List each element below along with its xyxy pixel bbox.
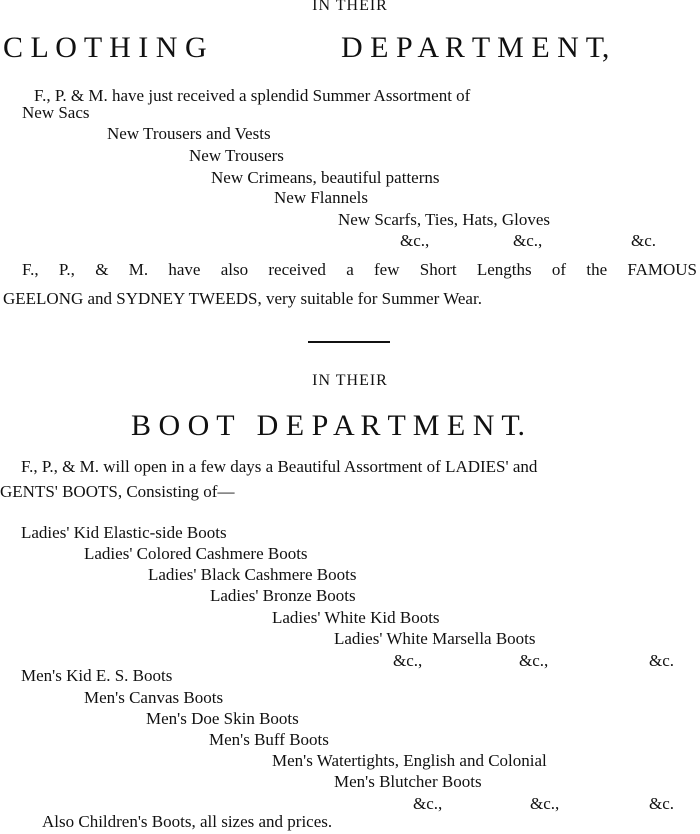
boot-intro-line-2: GENTS' BOOTS, Consisting of—: [0, 482, 235, 501]
mens-etc: &c.: [649, 794, 675, 813]
clothing-item: New Sacs: [22, 103, 90, 122]
clothing-heading-word-1: C L O T H I N G: [3, 31, 207, 64]
word: Short: [419, 260, 457, 279]
mens-boot-item: Men's Buff Boots: [209, 730, 329, 749]
word: Lengths: [476, 260, 532, 279]
mens-etc: &c.,: [413, 794, 443, 813]
ladies-boot-item: Ladies' Colored Cashmere Boots: [84, 544, 308, 563]
word: the: [586, 260, 608, 279]
clothing-item: New Scarfs, Ties, Hats, Gloves: [338, 210, 551, 229]
ladies-boot-item: Ladies' White Marsella Boots: [334, 629, 536, 648]
boot-pre-heading: IN THEIR: [312, 372, 388, 389]
ladies-boot-item: Ladies' Kid Elastic-side Boots: [21, 523, 227, 542]
ladies-boot-item: Ladies' Bronze Boots: [210, 586, 356, 605]
clothing-heading-word-2: D E P A R T M E N T,: [341, 31, 610, 64]
closing-line: Also Children's Boots, all sizes and prices.: [42, 812, 333, 831]
word: a: [346, 260, 354, 279]
word: few: [374, 260, 400, 279]
boot-intro-line-1: F., P., & M. will open in a few days a Beautiful Assortment of LADIES' and: [21, 457, 538, 476]
clothing-etc: &c.,: [513, 231, 543, 250]
clothing-intro: F., P. & M. have just received a splendid Summer Assortment of: [34, 86, 471, 105]
word: of: [551, 260, 567, 279]
mens-boot-item: Men's Watertights, English and Colonial: [272, 751, 547, 770]
clothing-item: New Trousers and Vests: [107, 124, 271, 143]
ladies-etc: &c.,: [519, 651, 549, 670]
word: P.,: [58, 260, 75, 279]
clothing-pre-heading: IN THEIR: [312, 0, 388, 14]
word: F.,: [22, 260, 39, 279]
clothing-etc: &c.,: [400, 231, 430, 250]
word: FAMOUS: [627, 260, 697, 279]
ladies-boot-item: Ladies' Black Cashmere Boots: [148, 565, 357, 584]
clothing-item: New Crimeans, beautiful patterns: [211, 168, 440, 187]
ladies-etc: &c.: [649, 651, 675, 670]
mens-boot-item: Men's Kid E. S. Boots: [21, 666, 173, 685]
clothing-paragraph-line-2: GEELONG and SYDNEY TWEEDS, very suitable for Summer Wear.: [3, 289, 482, 308]
section-divider: [308, 341, 390, 343]
word: also: [220, 260, 249, 279]
mens-boot-item: Men's Doe Skin Boots: [146, 709, 299, 728]
mens-boot-item: Men's Blutcher Boots: [334, 772, 482, 791]
mens-etc: &c.,: [530, 794, 560, 813]
boot-heading: [131, 409, 525, 443]
ladies-boot-item: Ladies' White Kid Boots: [272, 608, 440, 627]
clothing-item: New Flannels: [274, 188, 368, 207]
word: &: [95, 260, 109, 279]
clothing-paragraph-line-1: [0, 260, 700, 280]
word: M.: [128, 260, 149, 279]
clothing-item: New Trousers: [189, 146, 284, 165]
mens-boot-item: Men's Canvas Boots: [84, 688, 224, 707]
word: received: [268, 260, 326, 279]
boot-heading-text: B O O T D E P A R T M E N T.: [131, 409, 525, 442]
word: have: [168, 260, 201, 279]
clothing-etc: &c.: [631, 231, 657, 250]
ladies-etc: &c.,: [393, 651, 423, 670]
